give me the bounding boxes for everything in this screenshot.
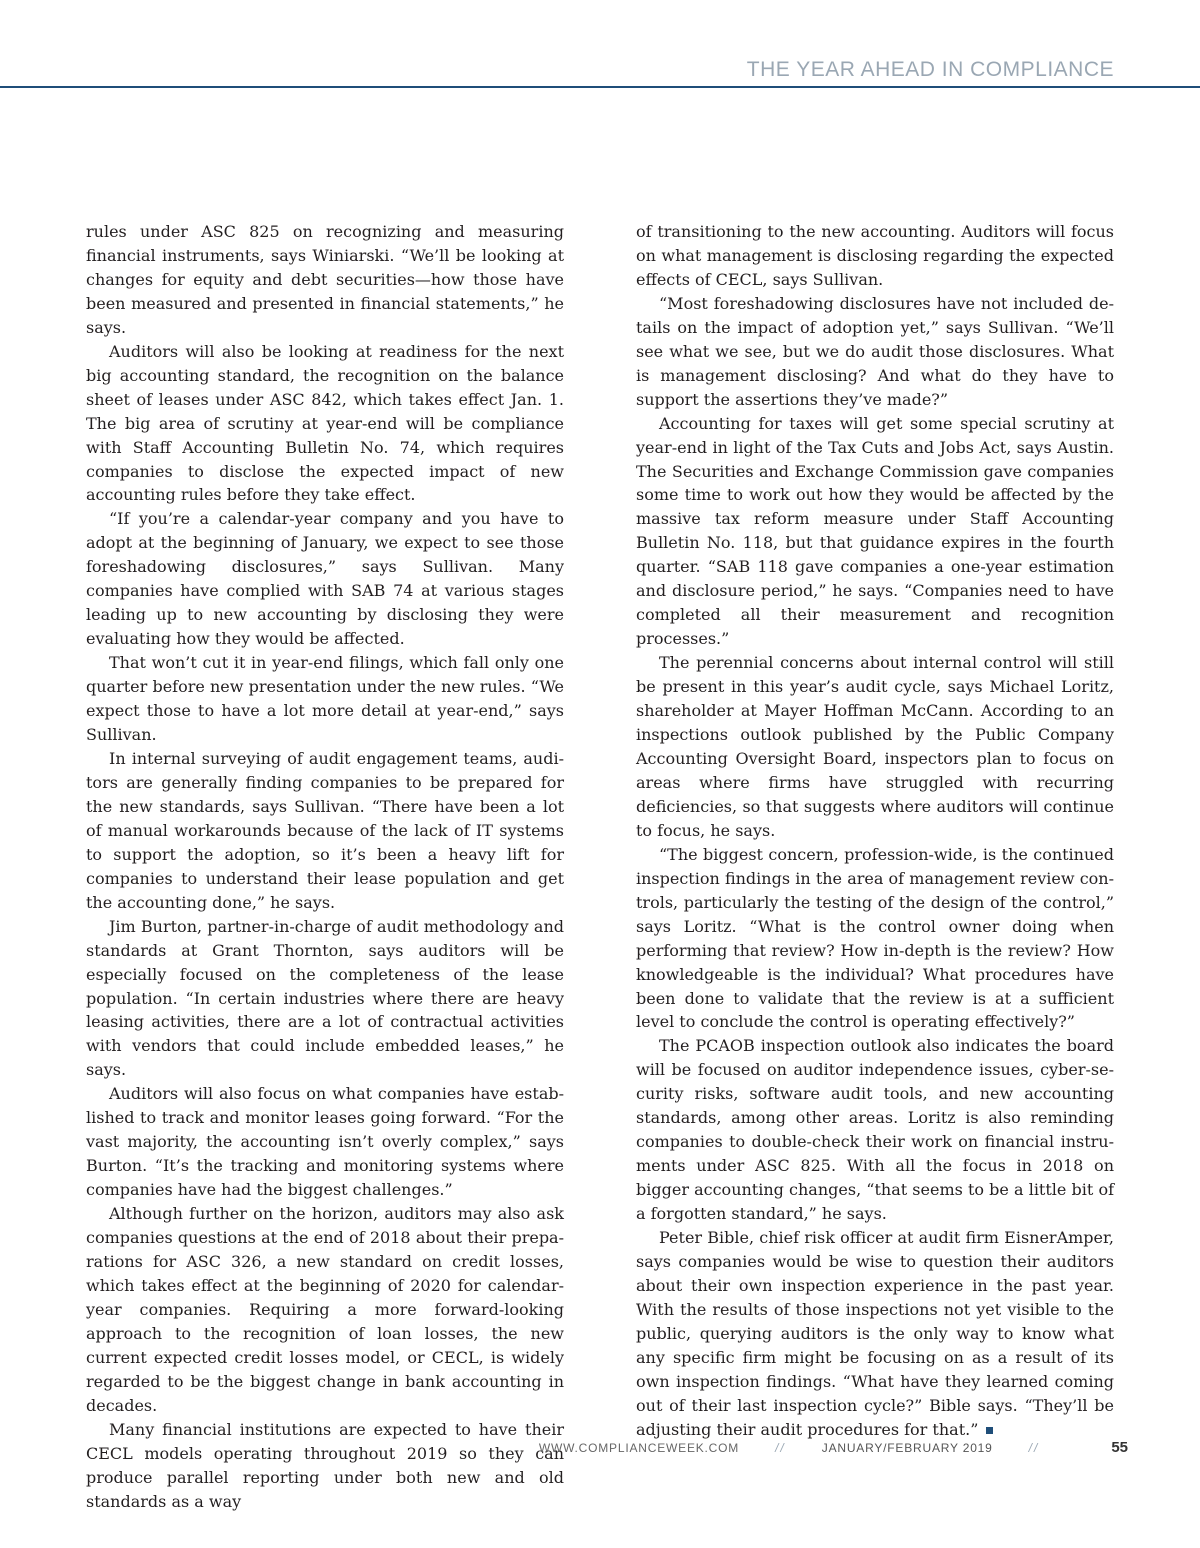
paragraph-text: Peter Bible, chief risk officer at audit firm EisnerAmper, says companies would be wise to question their auditors about their own inspection experience in the past year. With the results of those inspections not yet visible to the public, querying auditors is the only way to know what any specific firm might be focusing on as a result of its own inspection findings. “What have they learned coming out of their last inspection cycle?” Bible says. “They’ll be adjusting their audit procedures for that.” — [636, 1228, 1114, 1439]
section-title: THE YEAR AHEAD IN COMPLIANCE — [746, 58, 1114, 81]
paragraph: The perennial concerns about internal control will still be present in this year’s audit cycle, says Michael Loritz, shareholder at Mayer Hoffman McCann. According to an inspections outlook published by the Public Company Accounting Oversight Board, inspectors plan to focus on areas where firms have struggled with recurring deficiencies, so that suggests where auditors will continue to focus, he says. — [636, 653, 1114, 840]
last-paragraph — [636, 1226, 1114, 1442]
paragraph: Although further on the horizon, auditors may also ask companies questions at the end of 2018 about their preparations for ASC 326, a new standard on credit losses, which takes effect at the beginning of 2020 for calendar-year companies. Requiring a more forward-looking approach to the recognition of loan losses, the new current expected credit losses model, or CECL, is widely regarded to be the biggest change in bank accounting in decades. — [86, 1204, 564, 1415]
paragraph: “Most foreshadowing disclosures have not included details on the impact of adoption yet,” says Sullivan. “We’ll see what we see, but we do audit those disclosures. What is management disclosing? And what do they have to support the assertions they’ve made?” — [636, 293, 1114, 409]
page-number: 55 — [1111, 1439, 1128, 1456]
paragraph: Jim Burton, partner-in-charge of audit methodology and standards at Grant Thornton, says auditors will be especially focused on the completeness of the lease population. “In certain industries where there are heavy leasing activities, there are a lot of contractual activities with vendors that could include embedded leases,” he says. — [86, 916, 564, 1080]
footer-separator: // — [775, 1441, 786, 1455]
paragraph: Accounting for taxes will get some special scrutiny at year-end in light of the Tax Cuts and Jobs Act, says Austin. The Securities and Exchange Commission gave companies some time to work out how they would be affected by the massive tax reform measure under Staff Accounting Bulletin No. 118, but that guidance expires in the fourth quarter. “SAB 118 gave companies a one-year estimation and disclosure period,” he says. “Companies need to have completed all their measurement and recognition processes.” — [636, 413, 1114, 649]
paragraph: “If you’re a calendar-year company and you have to adopt at the beginning of January, we expect to see those foreshadowing disclosures,” says Sullivan. Many companies have complied with SAB 74 at various stages leading up to new accounting by disclosing they were evaluating how they would be affected. — [86, 509, 564, 649]
paragraph: In internal surveying of audit engagement teams, auditors are generally finding companies to be prepared for the new standards, says Sullivan. “There have been a lot of manual workarounds because of the lack of IT systems to support the adoption, so it’s been a heavy lift for companies to understand their lease population and get the accounting done,” he says. — [86, 748, 564, 912]
issue-date: JANUARY/FEBRUARY 2019 — [821, 1441, 993, 1455]
paragraph: The PCAOB inspection outlook also indicates the board will be focused on auditor independence issues, cyber-security risks, software audit tools, and new accounting standards, among other areas. Loritz is also reminding companies to double-check their work on financial instruments under ASC 825. With all the focus in 2018 on bigger accounting changes, “that seems to be a little bit of a forgotten standard,” he says. — [636, 1036, 1114, 1224]
paragraph: of transitioning to the new accounting. Auditors will focus on what management is disclosing regarding the expected effects of CECL, says Sullivan. — [636, 222, 1114, 289]
header-rule — [0, 86, 1200, 88]
article-column-right — [636, 220, 1114, 1442]
paragraph: rules under ASC 825 on recognizing and measuring financial instruments, says Winiarski. “We’ll be looking at changes for equity and debt securities—how those have been measured and presented in financial statements,” he says. — [86, 222, 564, 337]
paragraph: Many financial institutions are expected to have their CECL models operating throughout 2019 so they can produce parallel reporting under both new and old standards as a way — [86, 1419, 564, 1511]
page-footer — [539, 1439, 1128, 1456]
article-column-left — [86, 220, 564, 1513]
end-of-article-square-icon — [986, 1427, 993, 1434]
website-link[interactable]: WWW.COMPLIANCEWEEK.COM — [538, 1441, 740, 1455]
paragraph: Auditors will also focus on what companies have established to track and monitor leases going forward. “For the vast majority, the accounting isn’t overly complex,” says Burton. “It’s the tracking and monitoring systems where companies have had the biggest challenges.” — [86, 1084, 564, 1200]
paragraph: That won’t cut it in year-end filings, which fall only one quarter before new presentation under the new rules. “We expect those to have a lot more detail at year-end,” says Sullivan. — [86, 653, 564, 745]
paragraph: Auditors will also be looking at readiness for the next big accounting standard, the recognition on the balance sheet of leases under ASC 842, which takes effect Jan. 1. The big area of scrutiny at year-end will be compliance with Staff Accounting Bulletin No. 74, which requires companies to disclose the expected impact of new accounting rules before they take effect. — [86, 341, 564, 505]
paragraph: “The biggest concern, profession-wide, is the continued inspection findings in the area of management review controls, particularly the testing of the design of the control,” says Loritz. “What is the control owner doing when performing that review? How in-depth is the review? How knowledgeable is the individual? What procedures have been done to validate that the review is at a sufficient level to conclude the control is operating effectively?” — [636, 844, 1114, 1032]
footer-separator: // — [1028, 1441, 1040, 1455]
